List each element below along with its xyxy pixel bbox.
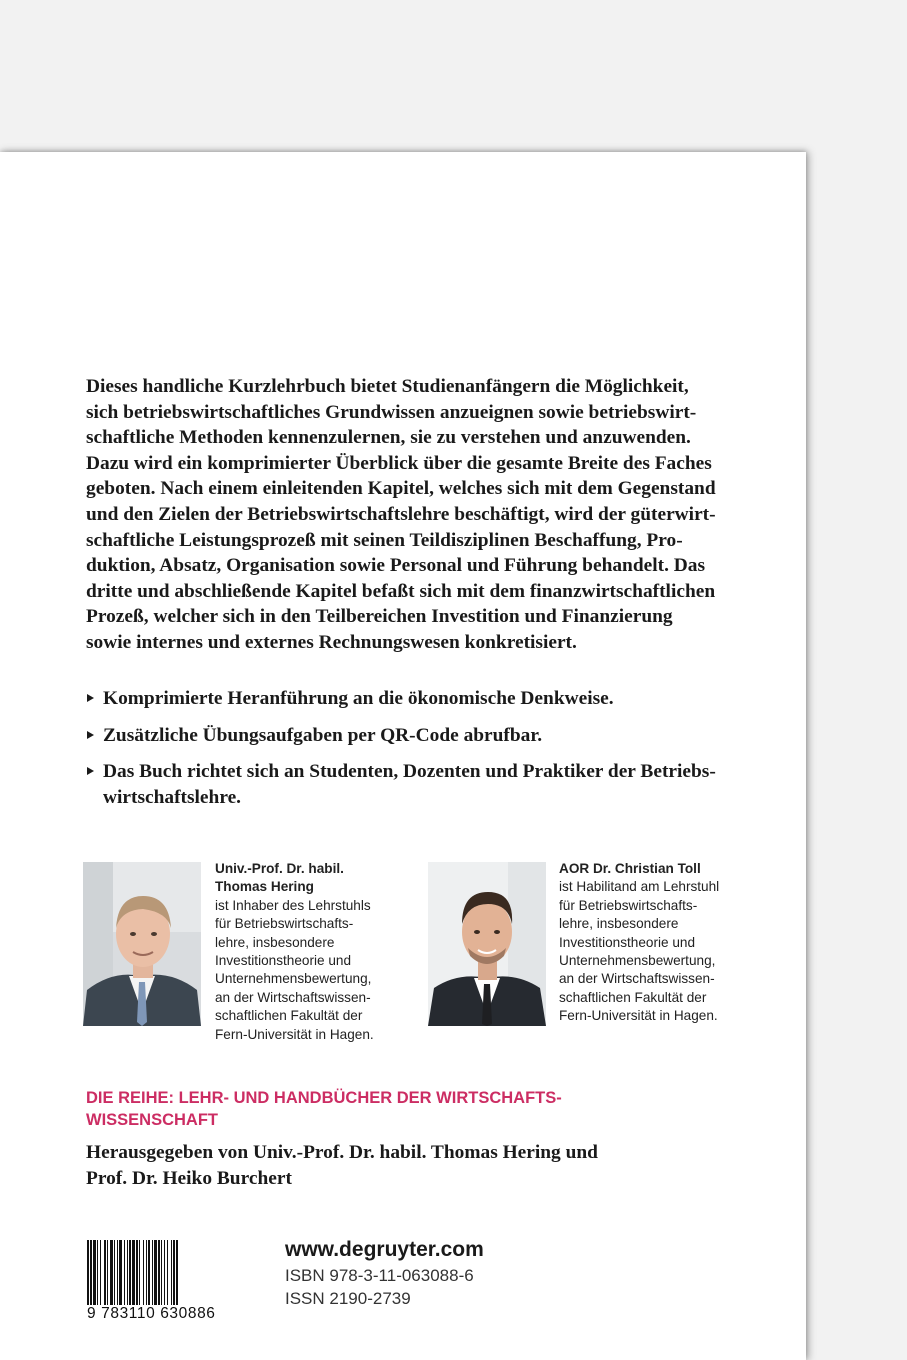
editors-line: Prof. Dr. Heiko Burchert (86, 1167, 292, 1189)
bio-line: Fern-Universität in Hagen. (215, 1026, 374, 1042)
bio-line: an der Wirtschaftswissen- (559, 971, 715, 987)
author-photo-hering (83, 862, 201, 1026)
barcode-bar (129, 1240, 131, 1306)
series-title-line: WISSENSCHAFT (86, 1111, 218, 1129)
barcode-bar (139, 1240, 140, 1306)
book-back-cover (0, 152, 806, 1360)
barcode-bar (164, 1240, 165, 1306)
editors-line: Herausgegeben von Univ.-Prof. Dr. habil. Thomas Hering und (86, 1142, 598, 1163)
barcode-bar (90, 1240, 92, 1306)
barcode-bar (127, 1240, 128, 1306)
author-photo-toll (428, 862, 546, 1026)
author-name-line: Thomas Hering (215, 879, 314, 895)
bio-line: Investitionstheorie und (559, 934, 696, 950)
barcode-bar (97, 1240, 98, 1306)
author-bio-toll (559, 860, 719, 1026)
blurb-line: sich betriebswirtschaftliches Grundwissen anzueignen sowie betriebswirt- (86, 401, 697, 423)
barcode-bar (93, 1240, 96, 1306)
blurb-line: sowie internes und externes Rechnungswesen konkretisiert. (86, 631, 577, 653)
publisher-url[interactable]: www.degruyter.com (285, 1238, 484, 1261)
feature-item: Komprimierte Heranführung an die ökonomische Denkweise. (86, 686, 786, 712)
barcode-bar (124, 1240, 125, 1306)
bio-line: schaftlichen Fakultät der (215, 1008, 363, 1024)
author-name-line: AOR Dr. Christian Toll (559, 861, 701, 876)
barcode-bar (136, 1240, 138, 1306)
blurb-line: und den Zielen der Betriebswirtschaftslehre beschäftigt, wird der güterwirt- (86, 503, 716, 525)
editors-note (86, 1140, 598, 1191)
blurb-line: Prozeß, welcher sich in den Teilbereichen Investition und Finanzierung (86, 606, 673, 628)
bio-line: Investitionstheorie und (215, 953, 352, 969)
barcode-bar (87, 1240, 89, 1306)
barcode-bar (119, 1240, 122, 1306)
bio-line: ist Habilitand am Lehrstuhl (559, 879, 720, 895)
feature-item: Das Buch richtet sich an Studenten, Dozenten und Praktiker der Betriebs- wirtschaftslehre. (86, 759, 786, 810)
feature-list (86, 686, 786, 821)
bio-line: lehre, insbesondere (215, 934, 335, 950)
triangle-bullet-icon (87, 767, 94, 775)
series-title-line: DIE REIHE: LEHR- UND HANDBÜCHER DER WIRTSCHAFTS- (86, 1089, 562, 1107)
barcode-bar (143, 1240, 144, 1306)
isbn-number: ISBN 978-3-11-063088-6 (285, 1266, 474, 1285)
barcode-bar (171, 1240, 172, 1306)
triangle-bullet-icon (87, 694, 94, 702)
blurb-line: dritte und abschließende Kapitel befaßt sich mit dem finanzwirtschaftlichen (86, 580, 716, 602)
barcode-bar (176, 1240, 178, 1306)
bio-line: Unternehmensbewertung, (215, 971, 372, 987)
barcode-bar (117, 1240, 118, 1306)
bio-line: Unternehmensbewertung, (559, 953, 716, 969)
triangle-bullet-icon (87, 731, 94, 739)
series-title (86, 1087, 562, 1131)
barcode-bar (154, 1240, 157, 1306)
bio-line: schaftlichen Fakultät der (559, 989, 707, 1005)
blurb-line: geboten. Nach einem einleitenden Kapitel, welches sich mit dem Gegenstand (86, 478, 716, 500)
barcode-digits: 9 783110 630886 (85, 1305, 261, 1323)
blurb-line: schaftliche Methoden kennenzulernen, sie zu verstehen und anzuwenden. (86, 427, 691, 449)
barcode-bar (158, 1240, 160, 1306)
bio-line: für Betriebswirtschafts- (215, 916, 354, 932)
barcode-bar (110, 1240, 113, 1306)
feature-item: Zusätzliche Übungsaufgaben per QR-Code abrufbar. (86, 723, 786, 749)
bio-line: an der Wirtschaftswissen- (215, 989, 371, 1005)
bio-line: lehre, insbesondere (559, 916, 679, 932)
barcode-bar (152, 1240, 153, 1306)
blurb-line: schaftliche Leistungsprozeß mit seinen Teildisziplinen Beschaffung, Pro- (86, 529, 683, 551)
barcode-bar (107, 1240, 108, 1306)
barcode-bar (148, 1240, 150, 1306)
bio-line: ist Inhaber des Lehrstuhls (215, 897, 371, 913)
blurb-line: duktion, Absatz, Organisation sowie Personal und Führung behandelt. Das (86, 555, 706, 577)
blurb-line: Dazu wird ein komprimierter Überblick über die gesamte Breite des Faches (86, 452, 712, 474)
blurb-line: Dieses handliche Kurzlehrbuch bietet Studienanfängern die Möglichkeit, (86, 376, 689, 397)
barcode-bar (114, 1240, 115, 1306)
blurb-text (86, 374, 766, 656)
barcode-bar (132, 1240, 135, 1306)
bio-line: für Betriebswirtschafts- (559, 897, 698, 913)
publisher-info (285, 1236, 484, 1310)
barcode-bar (100, 1240, 101, 1306)
bio-line: Fern-Universität in Hagen. (559, 1008, 718, 1024)
barcode-bar (146, 1240, 147, 1306)
barcode-bar (104, 1240, 106, 1306)
barcode-bar (161, 1240, 162, 1306)
issn-number: ISSN 2190-2739 (285, 1289, 411, 1308)
barcode-bar (173, 1240, 175, 1306)
author-name-line: Univ.-Prof. Dr. habil. (215, 861, 344, 876)
author-bio-hering (215, 860, 374, 1044)
barcode-bar (167, 1240, 168, 1306)
